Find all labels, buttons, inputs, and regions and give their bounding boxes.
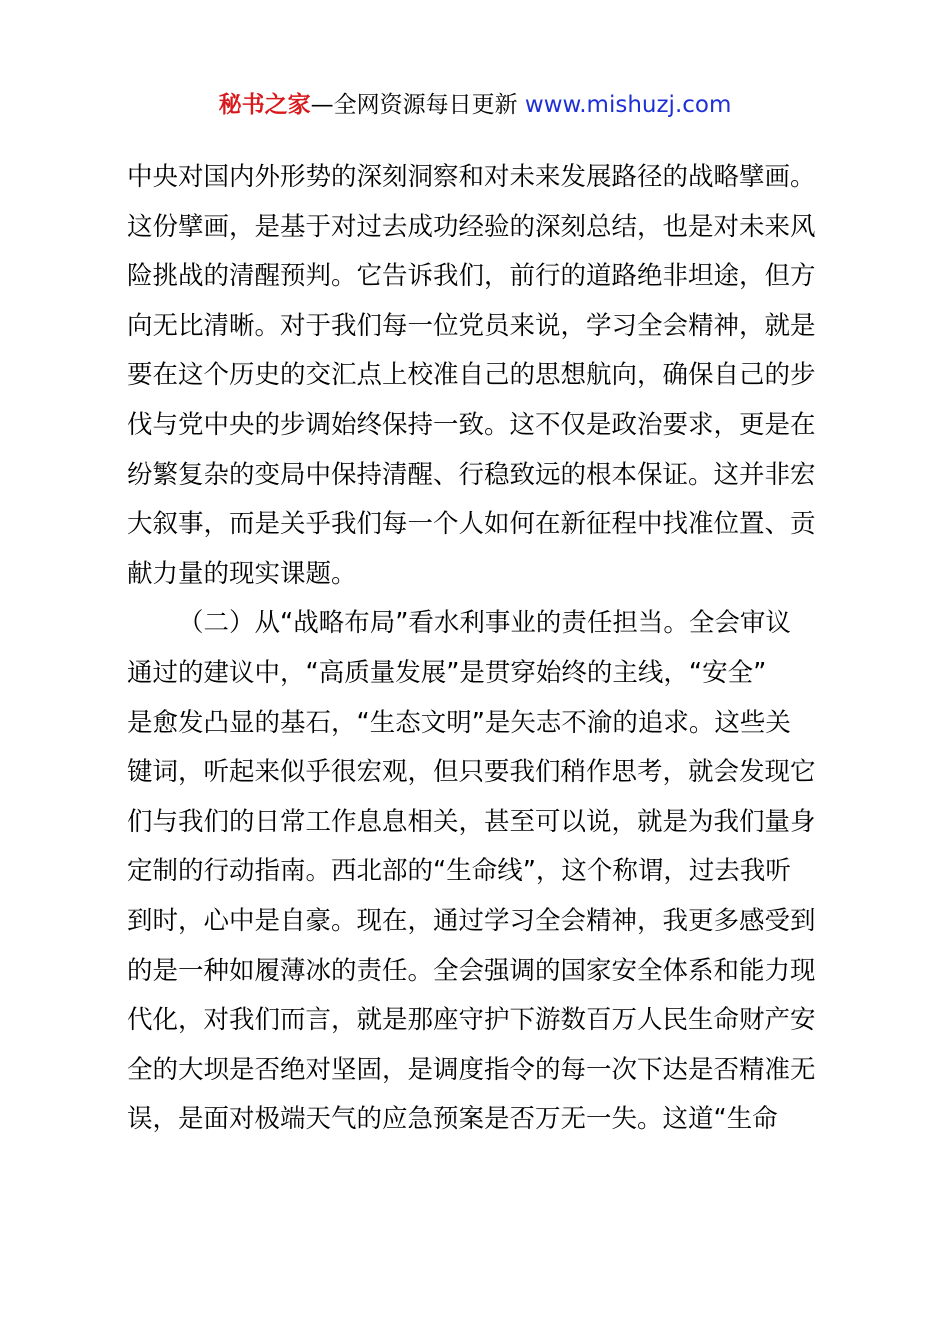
text-line: 伐与党中央的步调始终保持一致。这不仅是政治要求，更是在 xyxy=(127,409,816,440)
paragraph-2 xyxy=(127,599,832,1145)
text-line: 通过的建议中，“高质量发展”是贯穿始终的主线，“安全” xyxy=(127,657,767,688)
text-line: 险挑战的清醒预判。它告诉我们，前行的道路绝非坦途，但方 xyxy=(127,261,816,292)
text-line: 是愈发凸显的基石，“生态文明”是矢志不渝的追求。这些关 xyxy=(127,707,791,738)
paragraph-1 xyxy=(127,153,832,599)
document-body xyxy=(127,153,832,1145)
text-line: 要在这个历史的交汇点上校准自己的思想航向，确保自己的步 xyxy=(127,360,816,391)
text-line: 这份擘画，是基于对过去成功经验的深刻总结，也是对未来风 xyxy=(127,211,816,242)
text-line: 全的大坝是否绝对坚固，是调度指令的每一次下达是否精准无 xyxy=(127,1054,816,1085)
text-line: 到时，心中是自豪。现在，通过学习全会精神，我更多感受到 xyxy=(127,905,816,936)
text-line: 们与我们的日常工作息息相关，甚至可以说，就是为我们量身 xyxy=(127,806,816,837)
header-tagline: —全网资源每日更新 xyxy=(310,92,525,118)
text-line: 代化，对我们而言，就是那座守护下游数百万人民生命财产安 xyxy=(127,1005,816,1036)
text-line: 献力量的现实课题。 xyxy=(127,558,357,589)
website-link[interactable]: www.mishuzj.com xyxy=(524,92,732,118)
brand-name: 秘书之家 xyxy=(218,92,311,118)
text-line: 纷繁复杂的变局中保持清醒、行稳致远的根本保证。这并非宏 xyxy=(127,459,816,490)
text-line: 的是一种如履薄冰的责任。全会强调的国家安全体系和能力现 xyxy=(127,955,816,986)
page-header xyxy=(0,88,950,122)
text-line: 中央对国内外形势的深刻洞察和对未来发展路径的战略擘画。 xyxy=(127,162,816,192)
text-line: 大叙事，而是关乎我们每一个人如何在新征程中找准位置、贡 xyxy=(127,509,816,540)
text-line: 误，是面对极端天气的应急预案是否万无一失。这道“生命 xyxy=(127,1104,778,1135)
text-line: 向无比清晰。对于我们每一位党员来说，学习全会精神，就是 xyxy=(127,310,816,341)
text-line: （二）从“战略布局”看水利事业的责任担当。全会审议 xyxy=(178,608,791,639)
text-line: 定制的行动指南。西北部的“生命线”，这个称谓，过去我听 xyxy=(127,856,791,887)
text-line: 键词，听起来似乎很宏观，但只要我们稍作思考，就会发现它 xyxy=(127,757,816,788)
